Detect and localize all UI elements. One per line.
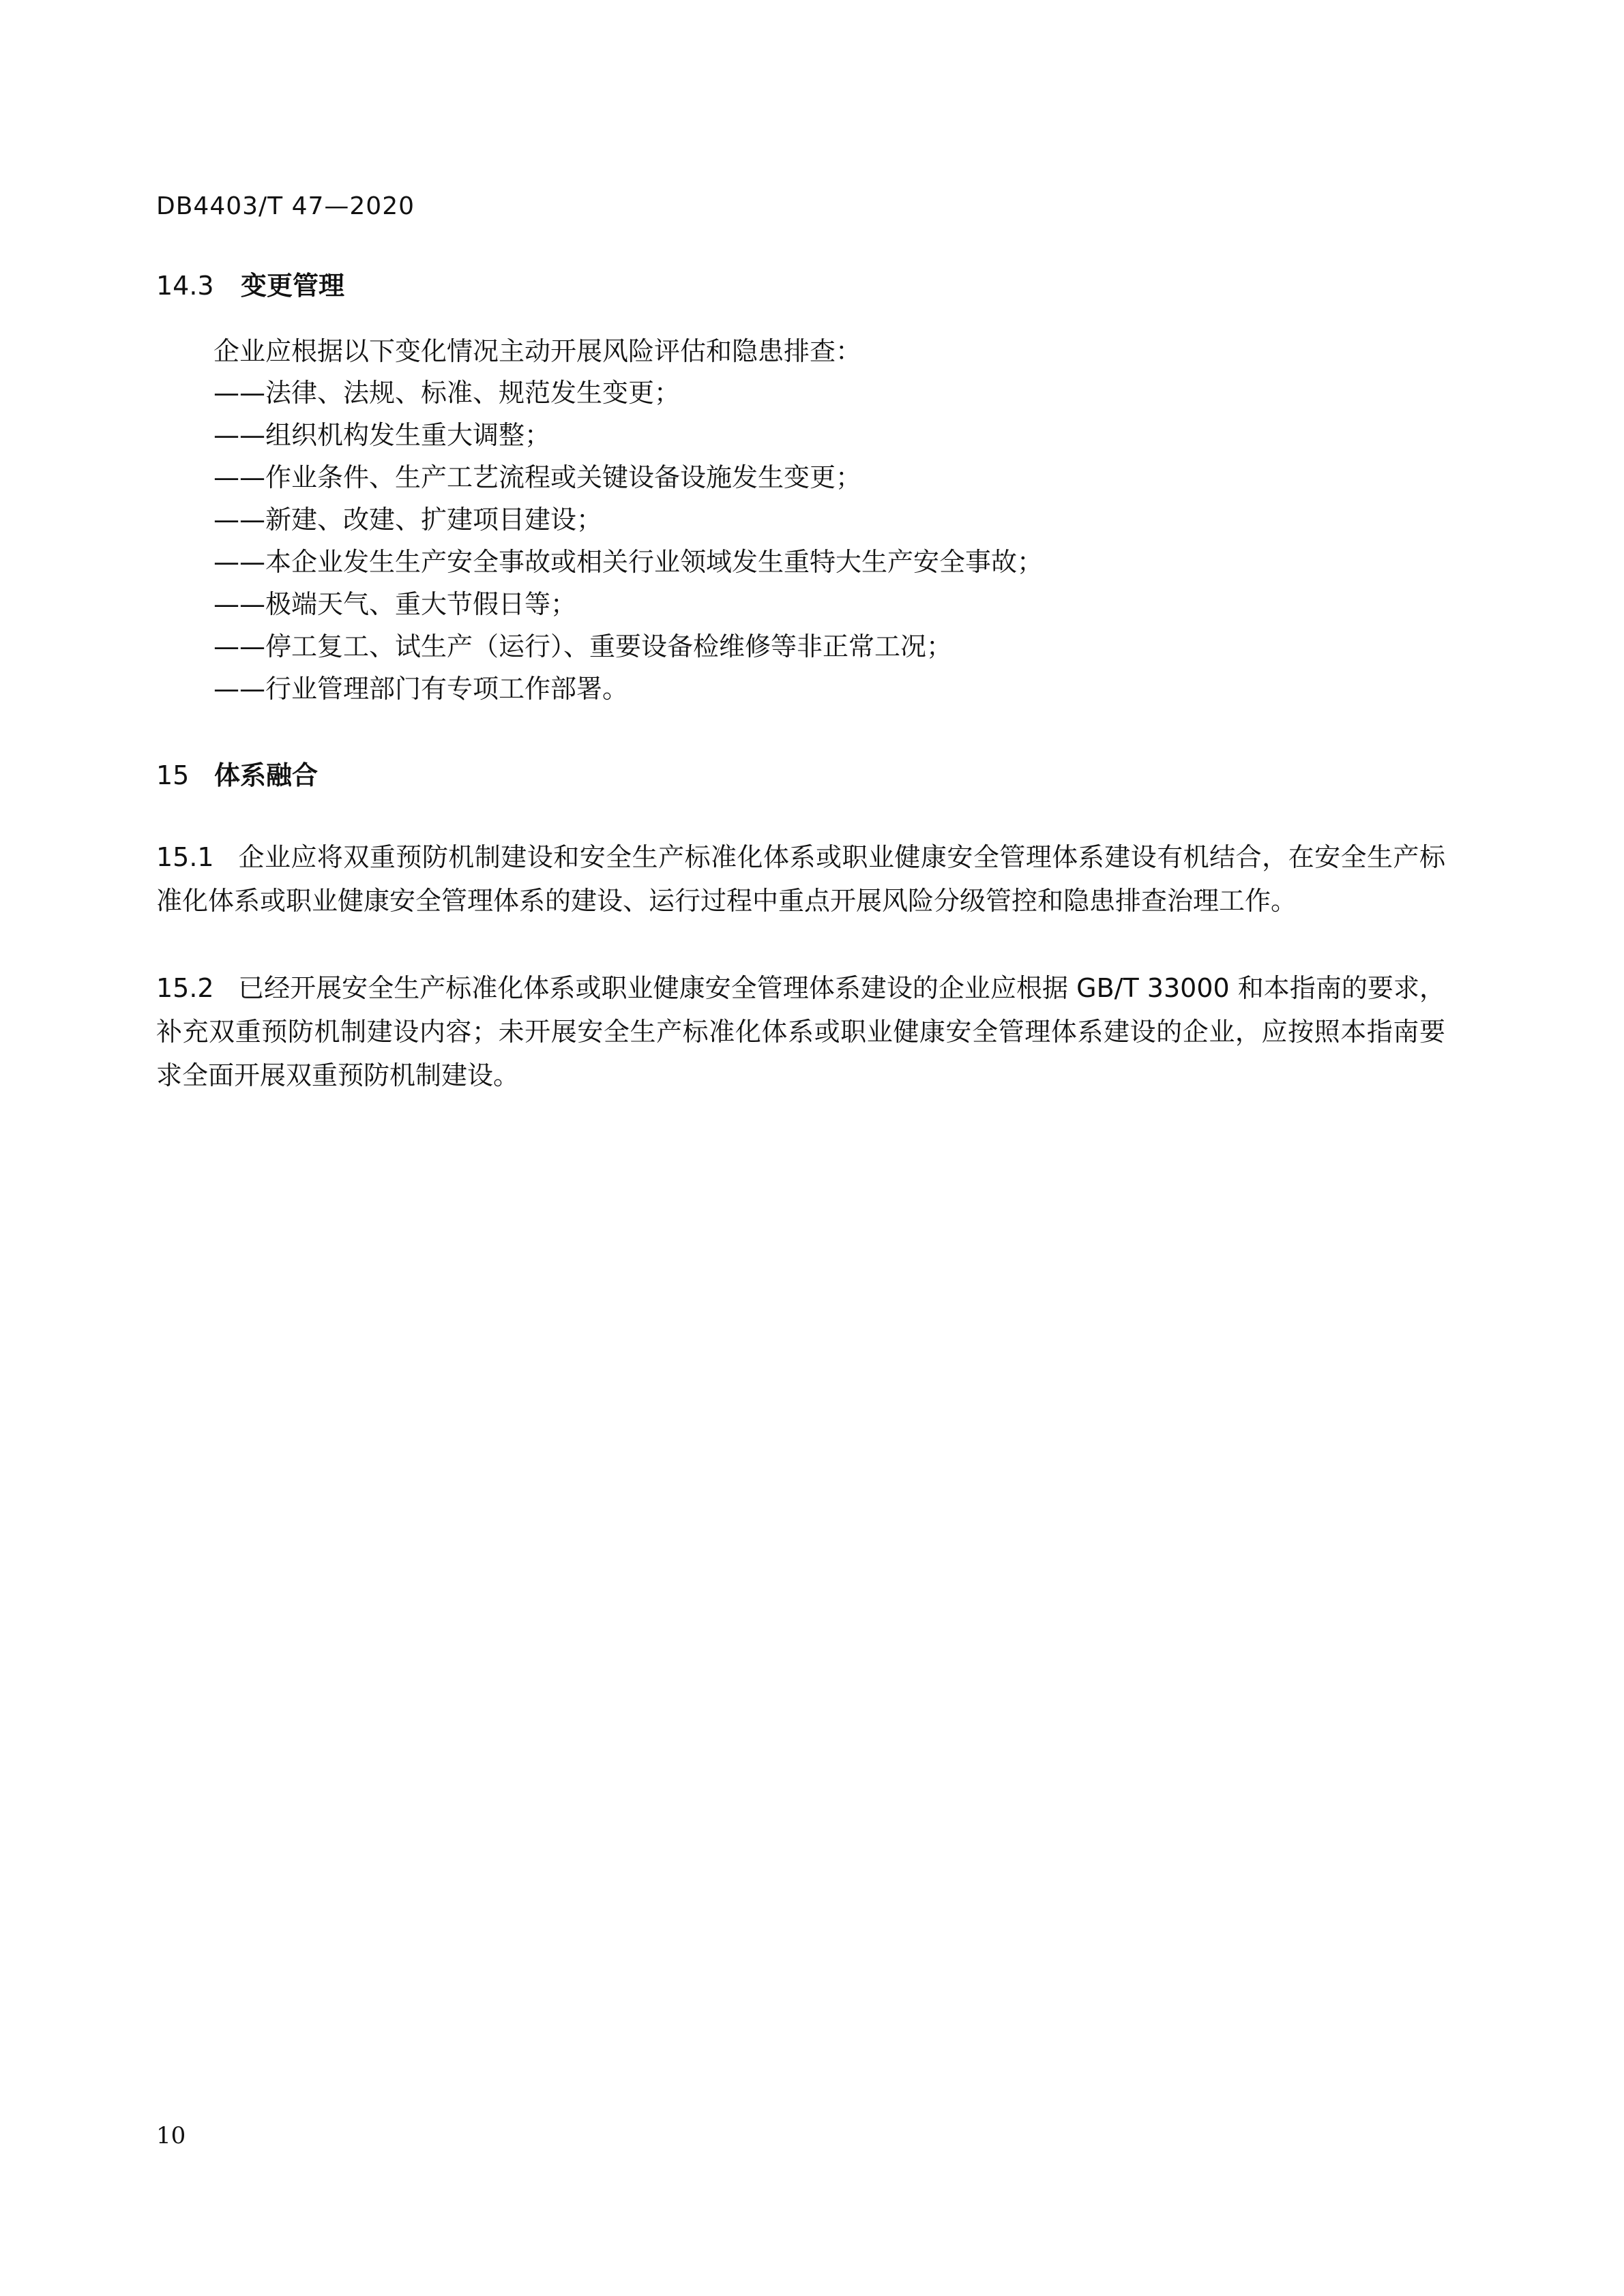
- list-item: ——本企业发生生产安全事故或相关行业领域发生重特大生产安全事故；: [213, 547, 1044, 577]
- list-item: ——作业条件、生产工艺流程或关键设备设施发生变更；: [213, 462, 862, 492]
- clause-number: 15.2: [156, 973, 214, 1003]
- section-15-heading: [156, 754, 318, 792]
- clause-text: 已经开展安全生产标准化体系或职业健康安全管理体系建设的企业应根据 GB/T 33000 和本指南的要求，补充双重预防机制建设内容；未开展安全生产标准化体系或职业健康安全管理体系建设的企业，应按照本指南要求全面开展双重预防机制建设。: [156, 973, 1445, 1090]
- clause-text: 企业应将双重预防机制建设和安全生产标准化体系或职业健康安全管理体系建设有机结合，在安全生产标准化体系或职业健康安全管理体系的建设、运行过程中重点开展风险分级管控和隐患排查治理工作。: [156, 842, 1445, 916]
- section-number: 15: [156, 760, 190, 790]
- list-item: ——新建、改建、扩建项目建设；: [213, 505, 603, 535]
- section-14-3-heading: [156, 265, 344, 302]
- list-item: ——法律、法规、标准、规范发生变更；: [213, 378, 681, 408]
- change-conditions-list: [213, 372, 1043, 710]
- document-code: DB4403/T 47—2020: [156, 192, 415, 220]
- page-number: 10: [156, 2122, 186, 2149]
- section-number: 14.3: [156, 271, 214, 301]
- clause-15-1: [156, 835, 1445, 923]
- section-title: 变更管理: [241, 271, 345, 301]
- list-item: ——组织机构发生重大调整；: [213, 420, 551, 450]
- list-item: ——行业管理部门有专项工作部署。: [213, 674, 629, 704]
- clause-number: 15.1: [156, 842, 214, 872]
- clause-15-2: [156, 966, 1445, 1097]
- section-14-3-intro: 企业应根据以下变化情况主动开展风险评估和隐患排查：: [213, 336, 862, 366]
- list-item: ——停工复工、试生产（运行）、重要设备检维修等非正常工况；: [213, 631, 953, 661]
- section-title: 体系融合: [214, 760, 319, 790]
- list-item: ——极端天气、重大节假日等；: [213, 589, 577, 619]
